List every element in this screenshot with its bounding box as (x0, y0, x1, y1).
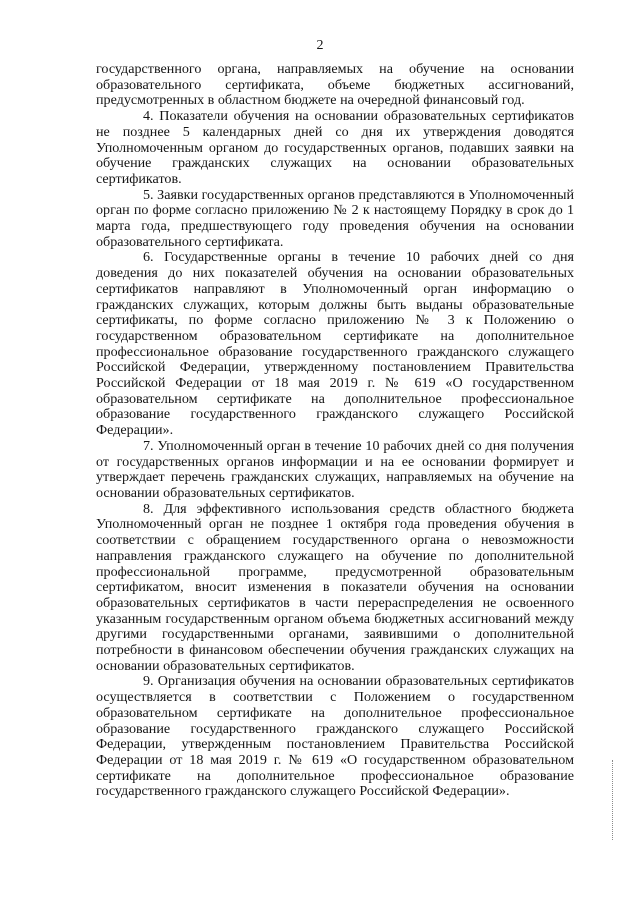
margin-scan-mark (612, 760, 615, 840)
paragraph-8: 8. Для эффективного использования средств областного бюджета Уполномоченный орган не позднее 1 октября года проведения обучения в соответствии с обращением государственного органа о невозможности направления гражданского служащего на обучение по дополнительной профессиональной программе, предусмотренной образовательным сертификатом, вносит изменения в показатели обучения на основании образовательных сертификатов в части перераспределения не освоенного указанным государственным органом объема бюджетных ассигнований между другими государственными органами, заявившими о дополнительной потребности в финансовом обеспечении обучения гражданских служащих на основании образовательных сертификатов. (96, 500, 574, 674)
paragraph-4: 4. Показатели обучения на основании образовательных сертификатов не позднее 5 календарных дней со дня их утверждения доводятся Уполномоченным органом до государственных органов, подавших заявки на обучение гражданских служащих на основании образовательных сертификатов. (96, 108, 574, 187)
paragraph-9: 9. Организация обучения на основании образовательных сертификатов осуществляется в соответствии с Положением о государственном образовательном сертификате на дополнительное профессиональное образование государственного гражданского служащего Российской Федерации, утвержденным постановлением Правительства Российской Федерации от 18 мая 2019 г. № 619 «О государственном образовательном сертификате на дополнительное профессиональное образование государственного гражданского служащего Российской Федерации». (96, 673, 574, 800)
document-body (96, 62, 574, 800)
paragraph-5: 5. Заявки государственных органов представляются в Уполномоченный орган по форме согласно приложению № 2 к настоящему Порядку в срок до 1 марта года, предшествующего году проведения обучения на основании образовательного сертификата. (96, 186, 574, 250)
paragraph-7: 7. Уполномоченный орган в течение 10 рабочих дней со дня получения от государственных органов информации и на ее основании формирует и утверждает перечень гражданских служащих, направляемых на обучение на основании образовательных сертификатов. (96, 437, 574, 501)
paragraph-6: 6. Государственные органы в течение 10 рабочих дней со дня доведения до них показателей обучения на основании образовательных сертификатов направляют в Уполномоченный орган информацию о гражданских служащих, которым должны быть выданы образовательные сертификаты, по форме согласно приложению № 3 к Положению о государственном образовательном сертификате на дополнительное профессиональное образование государственного гражданского служащего Российской Федерации, утвержденному постановлением Правительства Российской Федерации от 18 мая 2019 г. № 619 «О государственном образовательном сертификате на дополнительное профессиональное образование государственного гражданского служащего Российской Федерации». (96, 249, 574, 439)
page-number: 2 (316, 38, 324, 53)
paragraph-continuation: государственного органа, направляемых на обучение на основании образовательного сертификата, объеме бюджетных ассигнований, предусмотренных в областном бюджете на очередной финансовый год. (96, 61, 574, 109)
